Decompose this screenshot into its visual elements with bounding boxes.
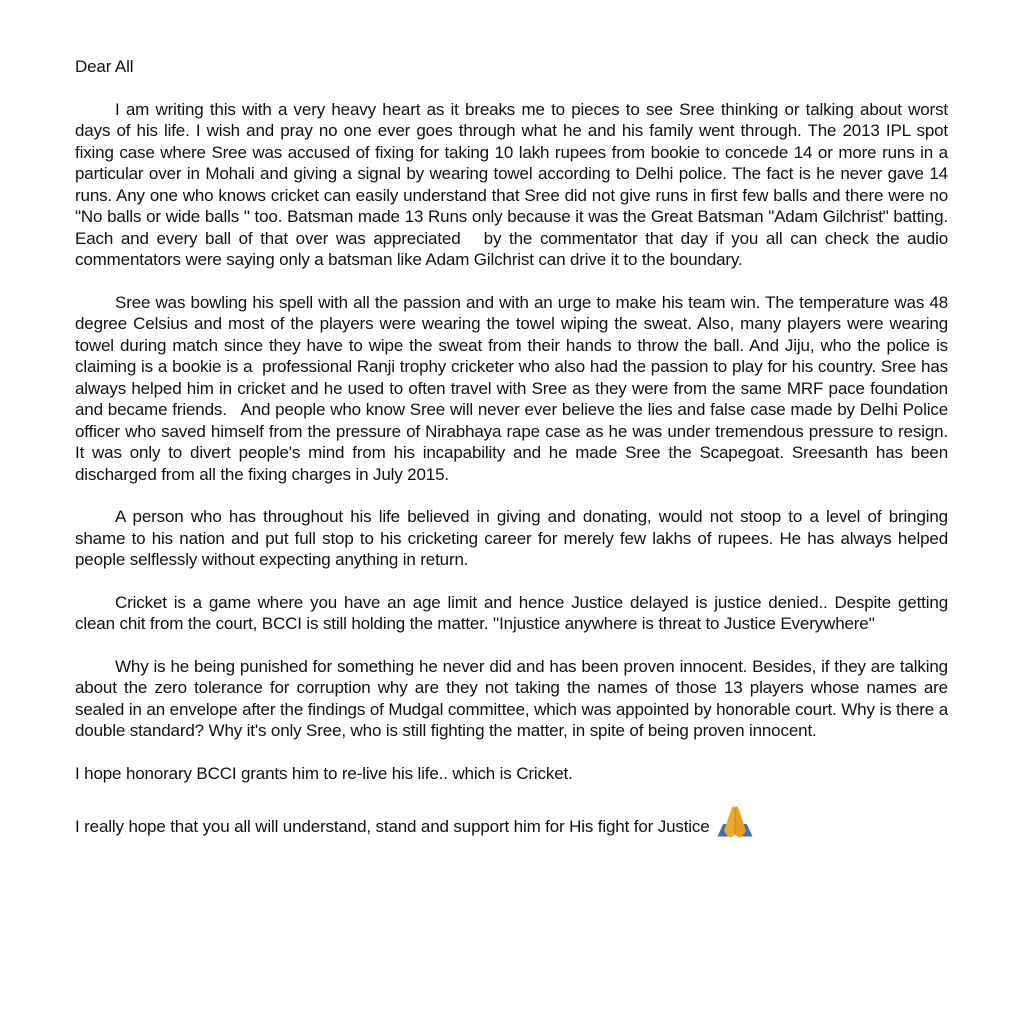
paragraph-1: I am writing this with a very heavy heart as it breaks me to pieces to see Sree thinking or talking about worst days of his life. I wish and pray no one ever goes through what he and his family went through. The 2013 IPL spot fixing case where Sree was accused of fixing for taking 10 lakh rupees from bookie to concede 14 or more runs in a particular over in Mohali and giving a signal by wearing towel according to Delhi police. The fact is he never gave 14 runs. Any one who knows cricket can easily understand that Sree did not give runs in first few balls and there were no "No balls or wide balls " too. Batsman made 13 Runs only because it was the Great Batsman "Adam Gilchrist" batting. Each and every ball of that over was appreciated by the commentator that day if you all can check the audio commentators were saying only a batsman like Adam Gilchrist can drive it to the boundary. [75,99,953,269]
paragraph-2: Sree was bowling his spell with all the passion and with an urge to make his team win. The temperature was 48 degree Celsius and most of the players were wearing the towel wiping the sweat. Also, many players were wearing towel during match since they have to wipe the sweat from their hands to throw the ball. And Jiju, who the police is claiming is a bookie is a professional Ranji trophy cricketer who also had the passion to play for his country. Sree has always helped him in cricket and he used to often travel with Sree as they were from the same MRF pace foundation and became friends. And people who know Sree will never ever believe the lies and false case made by Delhi Police officer who saved himself from the pressure of Nirabhaya rape case as he was under tremendous pressure to resign. It was only to divert people's mind from his incapability and he made Sree the Scapegoat. Sreesanth has been discharged from all the fixing charges in July 2015. [75,292,953,484]
paragraph-3: A person who has throughout his life believed in giving and donating, would not stoop to a level of bringing shame to his nation and put full stop to his cricketing career for merely few lakhs of rupees. He has always helped people selflessly without expecting anything in return. [75,507,953,569]
letter-text-block [75,56,953,839]
closing-line-2: I really hope that you all will understand, stand and support him for His fight for Justice [75,817,710,836]
closing-line-2-wrapper [75,805,948,839]
paragraph-5: Why is he being punished for something he never did and has been proven innocent. Besides, if they are talking about the zero tolerance for corruption why are they not taking the names of those 13 players whose names are sealed in an envelope after the findings of Mudgal committee, which was appointed by honorable court. Why is there a double standard? Why it's only Sree, who is still fighting the matter, in spite of being proven innocent. [75,656,953,740]
paragraph-4: Cricket is a game where you have an age limit and hence Justice delayed is justice denied.. Despite getting clean chit from the court, BCCI is still holding the matter. ''Injustice anywhere is threat to Justice Everywhere'' [75,592,953,633]
salutation: Dear All [75,57,134,76]
folded-hands-icon [715,805,755,839]
closing-line-1: I hope honorary BCCI grants him to re-live his life.. which is Cricket. [75,763,573,783]
